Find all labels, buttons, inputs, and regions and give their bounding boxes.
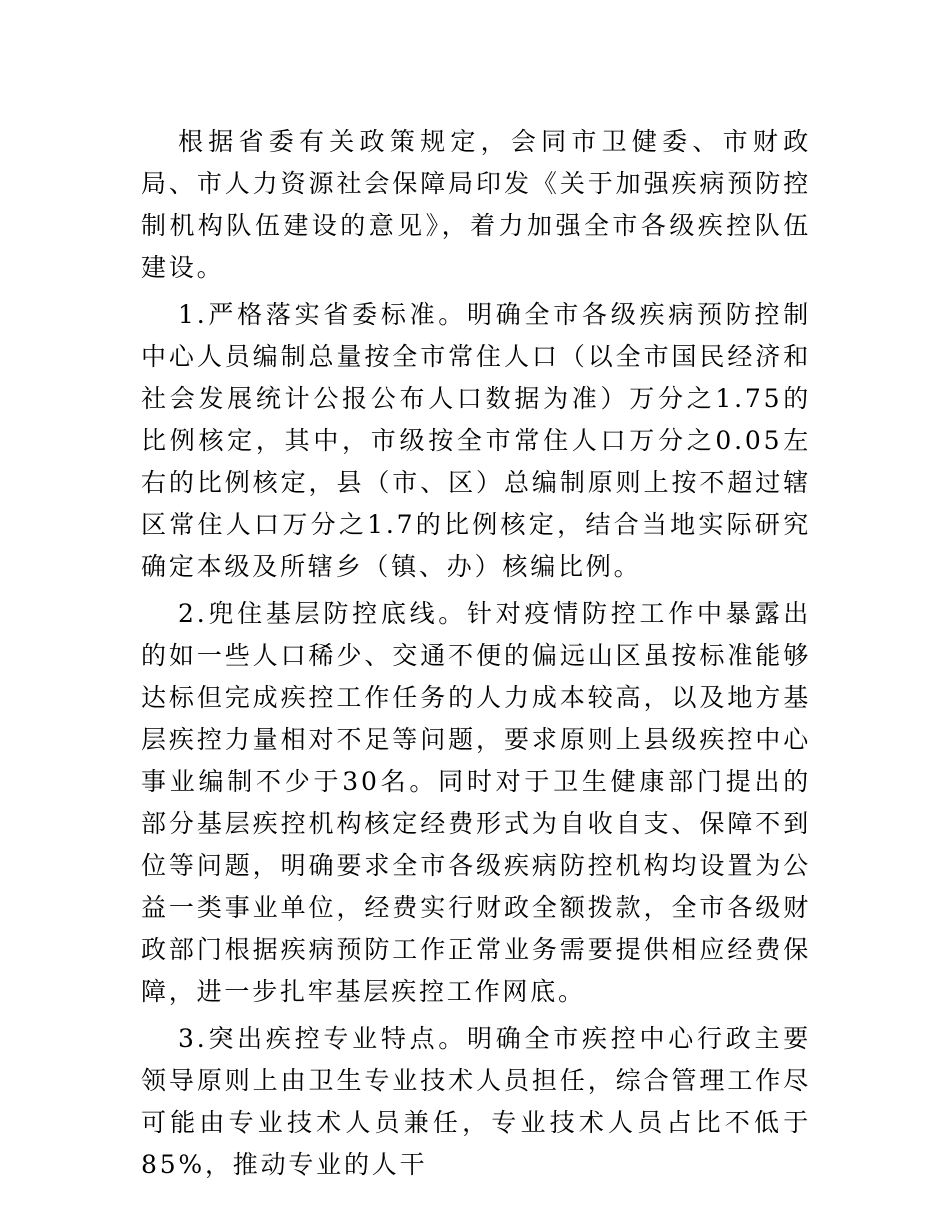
paragraph-3-professional-features: 3.突出疾控专业特点。明确全市疾控中心行政主要领导原则上由卫生专业技术人员担任，综合管理工作尽可能由专业技术人员兼任，专业技术人员占比不低于85%，推动专业的人干	[141, 1024, 811, 1179]
document-body	[141, 121, 811, 1191]
paragraph-1-provincial-standard: 1.严格落实省委标准。明确全市各级疾病预防控制中心人员编制总量按全市常住人口（以全市国民经济和社会发展统计公报公布人口数据为准）万分之1.75的比例核定，其中，市级按全市常住人口万分之0.05左右的比例核定，县（市、区）总编制原则上按不超过辖区常住人口万分之1.7的比例核定，结合当地实际研究确定本级及所辖乡（镇、办）核编比例。	[141, 300, 811, 581]
intro-paragraph: 根据省委有关政策规定，会同市卫健委、市财政局、市人力资源社会保障局印发《关于加强疾病预防控制机构队伍建设的意见》，着力加强全市各级疾控队伍建设。	[141, 127, 811, 282]
paragraph-2-grassroots-baseline: 2.兜住基层防控底线。针对疫情防控工作中暴露出的如一些人口稀少、交通不便的偏远山区虽按标准能够达标但完成疾控工作任务的人力成本较高，以及地方基层疾控力量相对不足等问题，要求原则上县级疾控中心事业编制不少于30名。同时对于卫生健康部门提出的部分基层疾控机构核定经费形式为自收自支、保障不到位等问题，明确要求全市各级疾病防控机构均设置为公益一类事业单位，经费实行财政全额拨款，全市各级财政部门根据疾病预防工作正常业务需要提供相应经费保障，进一步扎牢基层疾控工作网底。	[141, 599, 811, 1006]
